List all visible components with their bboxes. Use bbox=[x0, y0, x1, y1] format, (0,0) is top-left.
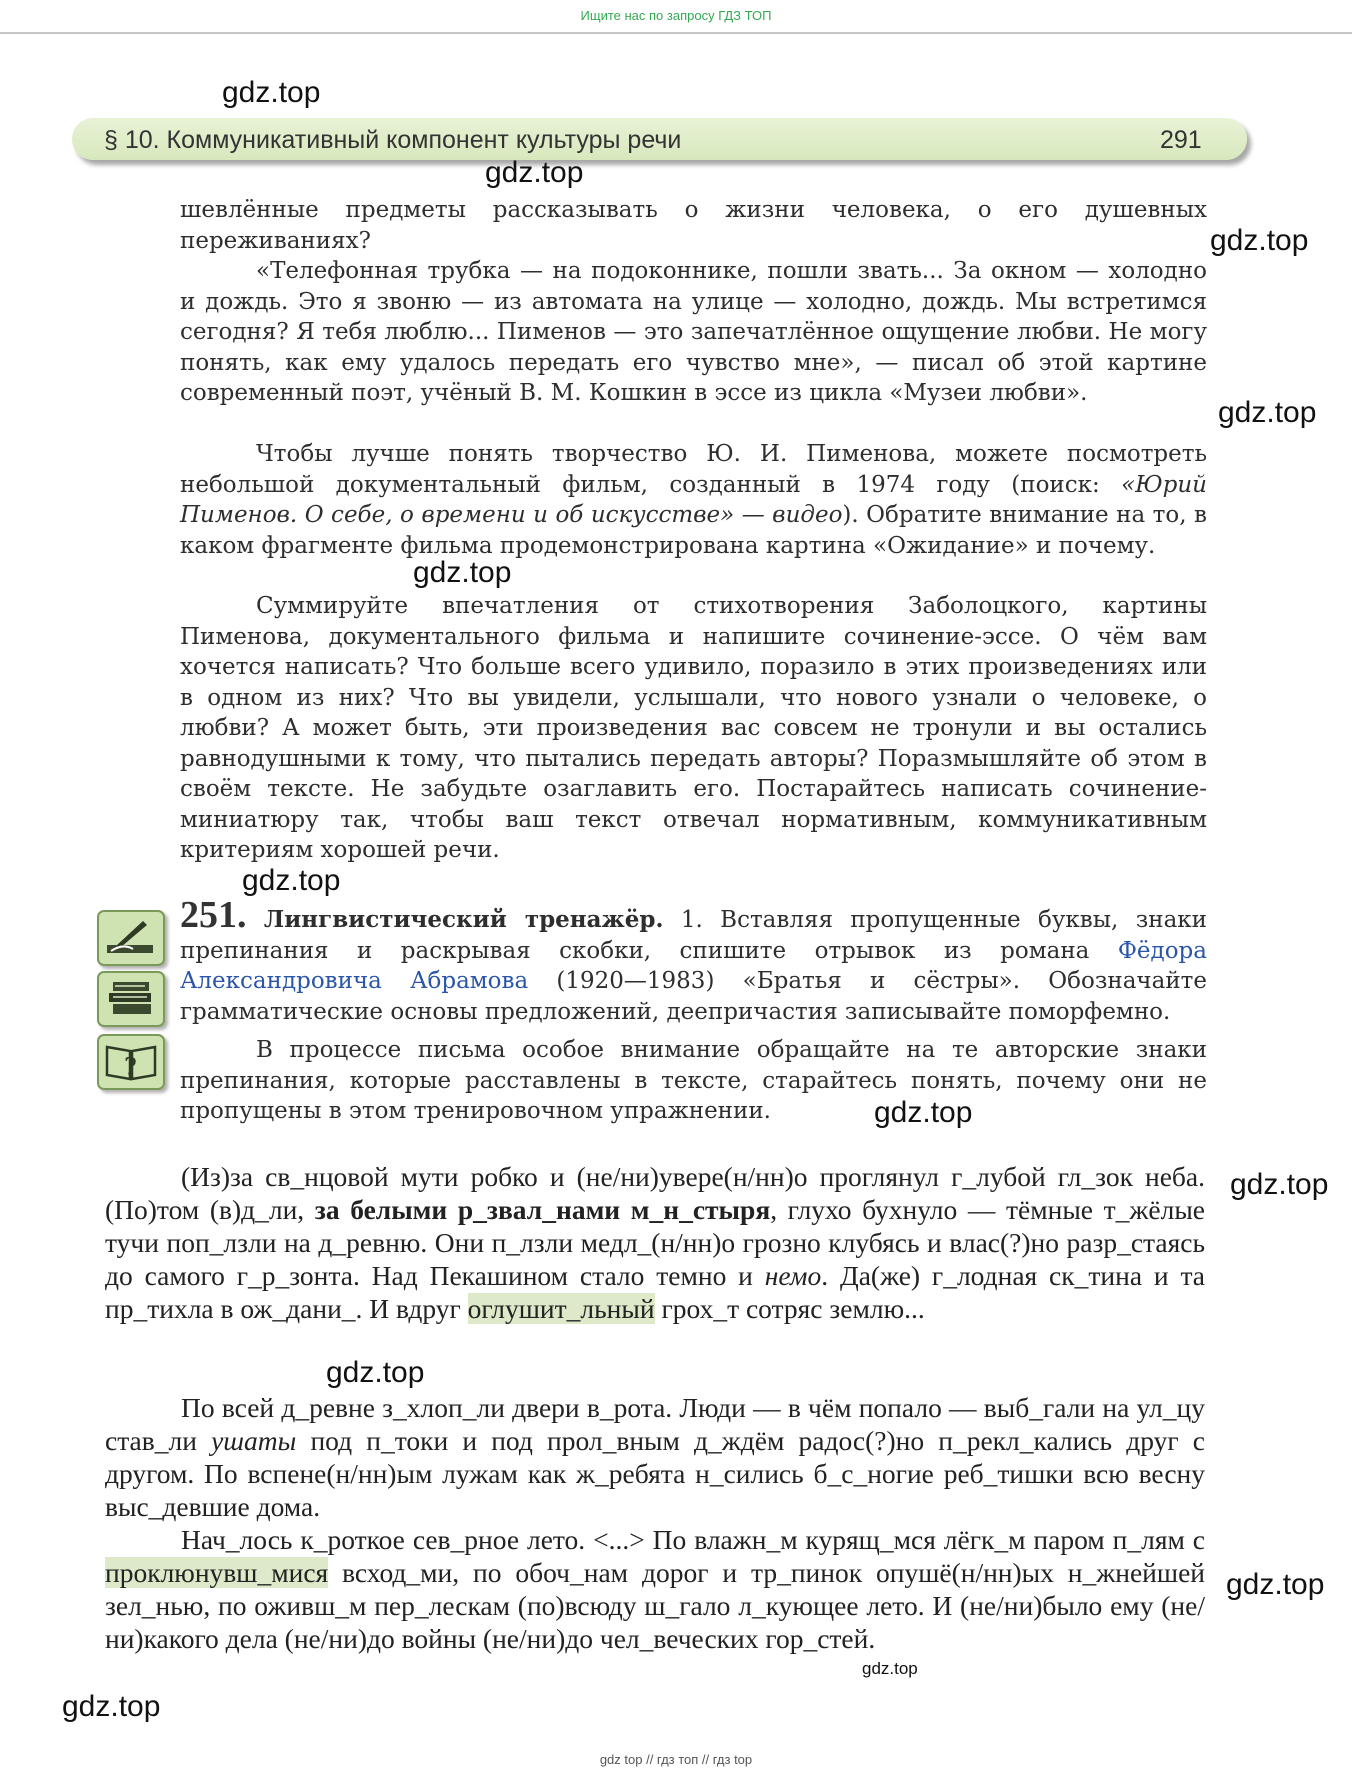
watermark: gdz.top bbox=[862, 1659, 918, 1678]
excerpt-text: (Из)за св_нцовой мути робко и (не/ни)увере(н/нн)о проглянул г_лубой гл_зок неба. (По)том (в)д_ли, bbox=[105, 1161, 1205, 1225]
exercise-note: В процессе письма особое внимание обращайте на те авторские знаки препинания, которые расставлены в тексте, старайтесь понять, почему они не пропущены в этом тренировочном упражнении. bbox=[180, 1037, 1207, 1124]
author-link[interactable]: Фёдора Александровича Абрамова bbox=[180, 937, 1207, 994]
excerpt-highlighted-word: оглушит_льный bbox=[467, 1293, 655, 1324]
excerpt-italic-word: немо bbox=[764, 1260, 822, 1291]
watermark: gdz.top bbox=[242, 864, 341, 897]
watermark: gdz.top bbox=[413, 556, 512, 589]
watermark: gdz.top bbox=[62, 1690, 161, 1723]
watermark: gdz.top bbox=[1218, 396, 1317, 429]
excerpt-text: грох_т сотряс землю... bbox=[654, 1293, 925, 1324]
excerpt-text: всход_ми, по обоч_нам дорог и тр_пинок опушё(н/нн)ых н_жнейшей зел_нью, по оживш_м пер_лескам (по)всюду ш_гало л_кующее лето. И (не/ни)было ему (не/ни)какого дела (не/ни)до войны (не/ни)до чел_веческих гор_стей. bbox=[105, 1557, 1205, 1654]
watermark: gdz.top bbox=[1226, 1568, 1325, 1601]
excerpt-highlighted-word: проклюнувш_мися bbox=[105, 1557, 329, 1588]
excerpt-italic-word: ушаты bbox=[211, 1425, 297, 1456]
paragraph-3-end: ). Обратите внимание на то, в каком фрагменте фильма продемонстрирована картина «Ожидание» и почему. bbox=[180, 502, 1207, 559]
excerpt-paragraph-1 bbox=[105, 1160, 1205, 1325]
paragraph-3 bbox=[180, 439, 1207, 561]
paragraph-1: шевлённые предметы рассказывать о жизни человека, о его душевных переживаниях? bbox=[180, 197, 1207, 254]
section-title: § 10. Коммуникативный компонент культуры речи bbox=[104, 126, 682, 154]
footer-links: gdz top // гдз топ // гдз top bbox=[599, 1752, 753, 1767]
exercise-task-2: (1920—1983) «Братья и сёстры». Обозначайте грамматические основы предложений, деепричастия записывайте поморфемно. bbox=[180, 968, 1207, 1025]
watermark: gdz.top bbox=[1230, 1168, 1329, 1201]
excerpt-text: под п_токи и под прол_вным д_ждём радос(?)но п_рекл_кались друг с другом. По вспене(н/нн)ым лужам как ж_ребята н_сились б_с_ногие реб_тишки всю весну выс_девшие дома. bbox=[105, 1425, 1205, 1522]
exercise-task-1: 1. Вставляя пропущенные буквы, знаки препинания и раскрывая скобки, спишите отрывок из романа bbox=[180, 907, 1208, 964]
excerpt-text: . Да(же) г_лодная ск_тина и та пр_тихла в ож_дани_. И вдруг bbox=[105, 1260, 1206, 1324]
excerpt-text: По всей д_ревне з_хлоп_ли двери в_рота. Люди — в чём попало — выб_гали на ул_цу став_ли bbox=[105, 1392, 1205, 1456]
paragraph-4: Суммируйте впечатления от стихотворения Заболоцкого, картины Пименова, документального фильма и напишите сочинение-эссе. О чём вам хочется написать? Что больше всего удивило, поразило в этих произведениях или в одном из них? Что вы увидели, услышали, что нового узнали о человеке, о любви? А может быть, эти произведения вас совсем не тронули и вы остались равнодушными к тому, что пытались передать авторы? Поразмышляйте об этом в своём тексте. Не забудьте озаглавить его. Постарайтесь написать сочинение-миниатюру так, чтобы ваш текст отвечал нормативным, коммуникативным критериям хорошей речи. bbox=[180, 593, 1207, 863]
search-query: «Юрий Пименов. О себе, о времени и об искусстве» — видео bbox=[180, 471, 1207, 528]
pen-writing-icon bbox=[97, 910, 165, 966]
top-banner-text: Ищите нас по запросу ГДЗ ТОП bbox=[580, 8, 772, 23]
watermark: gdz.top bbox=[1210, 224, 1309, 257]
books-stack-icon bbox=[97, 971, 165, 1027]
watermark: gdz.top bbox=[222, 76, 321, 109]
exercise-251-intro bbox=[180, 894, 1208, 1027]
paragraph-3-start: Чтобы лучше понять творчество Ю. И. Пименова, можете посмотреть небольшой документальный фильм, созданный в 1974 году (поиск: bbox=[180, 441, 1207, 498]
watermark: gdz.top bbox=[326, 1356, 425, 1389]
excerpt-paragraph-3 bbox=[105, 1523, 1205, 1655]
excerpt-bold-phrase: за белыми р_звал_нами м_н_стыря bbox=[314, 1194, 771, 1225]
top-banner bbox=[0, 0, 1352, 34]
page-number: 291 bbox=[1160, 126, 1202, 154]
excerpt-text: , глухо бухнуло — тёмные т_жёлые тучи поп_лзли на д_ревню. Они п_лзли медл_(н/нн)о грозно клубясь и влас(?)но разр_стаясь до самого г_р_зонта. Над Пекашином стало темно и bbox=[105, 1194, 1205, 1291]
svg-text:?: ? bbox=[124, 1053, 137, 1081]
paragraph-2: «Телефонная трубка — на подоконнике, пошли звать... За окном — холодно и дождь. Это я звоню — из автомата на улице — холодно, дождь. Мы встретимся сегодня? Я тебя люблю... Пименов — это запечатлённое ощущение любви. Не могу понять, как ему удалось передать его чувство мне», — писал об этой картине современный поэт, учёный В. М. Кошкин в эссе из цикла «Музеи любви». bbox=[180, 258, 1207, 406]
excerpt-paragraph-2 bbox=[105, 1391, 1205, 1523]
watermark: gdz.top bbox=[874, 1096, 973, 1129]
excerpt-text: Нач_лось к_роткое сев_рное лето. <...> По влажн_м курящ_мся лёгк_м паром п_лям с bbox=[181, 1524, 1205, 1555]
exercise-number: 251. bbox=[180, 894, 247, 936]
watermark: gdz.top bbox=[485, 156, 584, 189]
open-book-question-icon bbox=[97, 1034, 165, 1090]
exercise-title: Лингвистический тренажёр. bbox=[263, 906, 664, 933]
